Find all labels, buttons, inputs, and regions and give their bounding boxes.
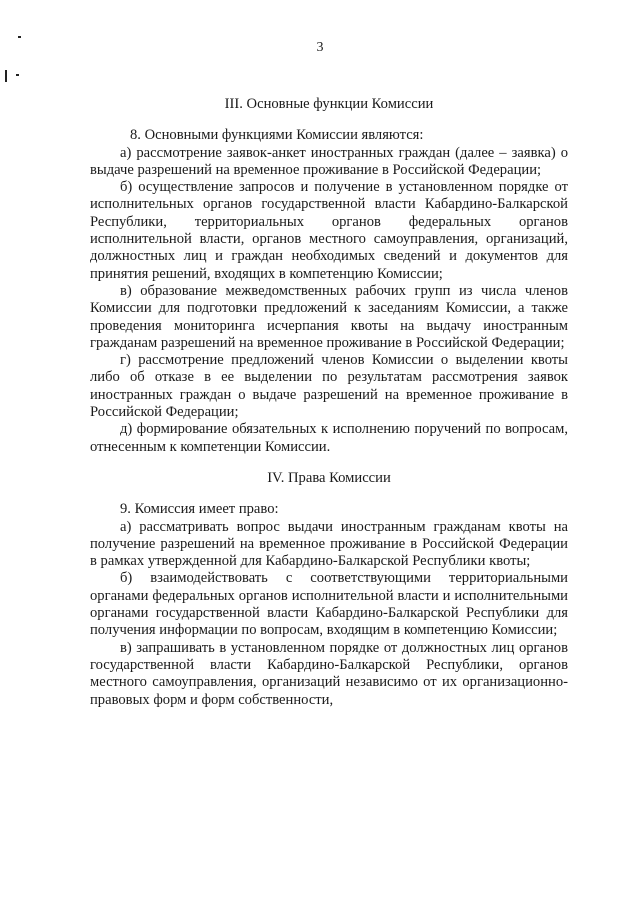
section-3-item-b: б) осуществление запросов и получение в установленном порядке от исполнительных органов государственной власти Кабардино-Балкарской Республики, территориальных органов федеральных органов исполнительной власти, органов местного самоуправления, организаций, должностных лиц и граждан необходимых сведений и документов для принятия решений, входящих в компетенцию Комиссии; [90,179,568,282]
section-4-item-b: б) взаимодействовать с соответствующими территориальными органами федеральных органов исполнительной власти и исполнительными органами государственной власти Кабардино-Балкарской Республики для получения информации по вопросам, входящим в компетенцию Комиссии; [90,570,568,639]
section-3-intro: 8. Основными функциями Комиссии являются: [130,127,424,144]
margin-mark-dot [16,74,19,76]
section-4-item-v: в) запрашивать в установленном порядке от должностных лиц органов государственной власти Кабардино-Балкарской Республики, органов местного самоуправления, организаций независимо от их организационно-правовых форм и форм собственности, [90,639,568,708]
margin-mark-left [5,70,7,82]
section-3-item-v: в) образование межведомственных рабочих групп из числа членов Комиссии для подготовки предложений к заседаниям Комиссии, а также проведения мониторинга исчерпания квоты на выдачу иностранным гражданам разрешений на временное проживание в Российской Федерации; [90,282,568,351]
margin-mark-top [18,36,21,38]
section-3-item-d: д) формирование обязательных к исполнению поручений по вопросам, отнесенным к компетенции Комиссии. [90,421,568,455]
section-4-item-a: а) рассматривать вопрос выдачи иностранным гражданам квоты на получение разрешений на временное проживание в Российской Федерации в рамках утвержденной для Кабардино-Балкарской Республики квоты; [90,518,568,570]
section-3-item-a: а) рассмотрение заявок-анкет иностранных граждан (далее – заявка) о выдаче разрешений на временное проживание в Российской Федерации; [90,144,568,178]
section-3-title: III. Основные функции Комиссии [224,96,434,112]
page-number: 3 [316,40,324,55]
section-3-item-g: г) рассмотрение предложений членов Комиссии о выделении квоты либо об отказе в ее выделении по результатам рассмотрения заявок иностранных граждан о выдаче разрешений на временное проживание в Российской Федерации; [90,352,568,421]
document-body [90,96,568,709]
section-4-title: IV. Права Комиссии [267,469,391,486]
section-4-intro: 9. Комиссия имеет право: [120,501,279,518]
